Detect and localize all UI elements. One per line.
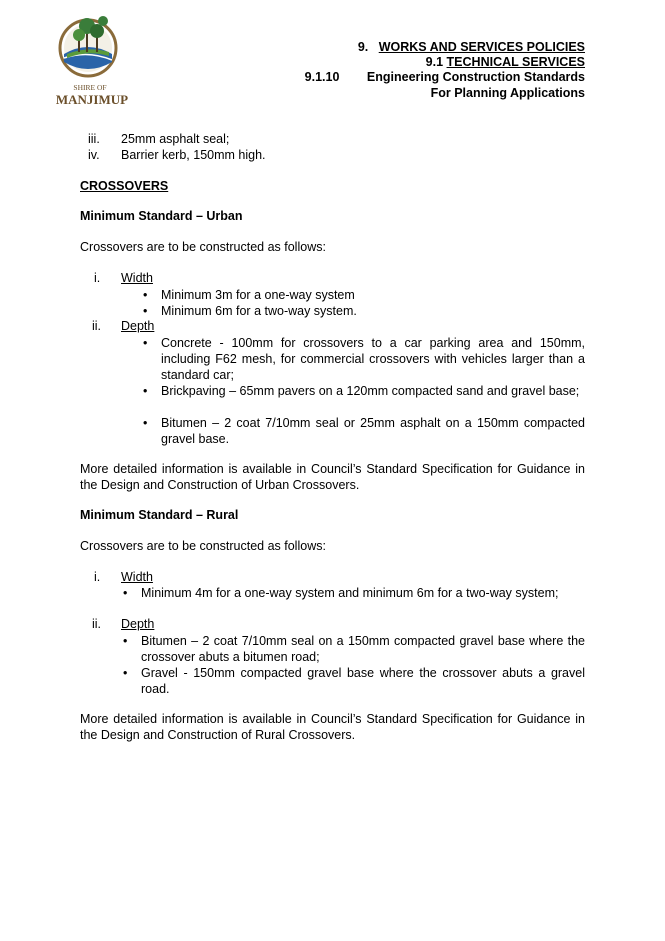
header-line-1 — [358, 40, 585, 55]
rural-heading: Minimum Standard – Rural — [80, 508, 239, 522]
bullet-item: • Brickpaving – 65mm pavers on a 120mm compacted sand and gravel base; — [161, 383, 585, 399]
list-number: ii. — [92, 617, 102, 631]
list-number: i. — [94, 570, 101, 584]
bullet-item: • Bitumen – 2 coat 7/10mm seal on a 150mm compacted gravel base where the crossover abuts a bitumen road; — [141, 633, 585, 665]
bullet-item: • Minimum 4m for a one-way system and minimum 6m for a two-way system; — [141, 586, 585, 600]
bullet-item: • Gravel - 150mm compacted gravel base where the crossover abuts a gravel road. — [141, 665, 585, 697]
list-label: Depth — [121, 319, 155, 333]
list-text: 25mm asphalt seal; — [121, 132, 230, 146]
bullet-item: • Bitumen – 2 coat 7/10mm seal or 25mm asphalt on a 150mm compacted gravel base. — [161, 415, 585, 447]
header-line-2 — [426, 55, 585, 70]
list-number: i. — [94, 271, 101, 285]
logo-text-main: MANJIMUP — [55, 92, 129, 107]
header-section-title: WORKS AND SERVICES POLICIES — [378, 40, 585, 54]
section-heading-crossovers: CROSSOVERS — [80, 179, 169, 193]
urban-heading: Minimum Standard – Urban — [80, 209, 243, 223]
header-section-number: 9. — [357, 40, 369, 54]
header-policy-title: Engineering Construction Standards — [366, 70, 585, 84]
rural-intro: Crossovers are to be constructed as follows: — [80, 539, 326, 553]
bullet-item: • Minimum 6m for a two-way system. — [161, 304, 585, 318]
header-line-4: For Planning Applications — [430, 86, 585, 100]
list-number: iv. — [88, 148, 100, 162]
bullet-item: • Concrete - 100mm for crossovers to a car parking area and 150mm, including F62 mesh, for commercial crossovers with vehicles larger than a standard car; — [161, 335, 585, 383]
header-subsection-title: TECHNICAL SERVICES — [446, 55, 585, 69]
list-label: Width — [121, 271, 153, 285]
urban-more-info: More detailed information is available in Council’s Standard Specification for Guidance in the Design and Construction of Urban Crossovers. — [80, 462, 585, 492]
header-subsection-number: 9.1 — [425, 55, 444, 69]
bullet-item: • Minimum 3m for a one-way system — [161, 288, 585, 302]
urban-intro: Crossovers are to be constructed as follows: — [80, 240, 326, 254]
list-number: iii. — [88, 132, 100, 146]
header-policy-number: 9.1.10 — [304, 70, 340, 84]
list-label: Width — [121, 570, 153, 584]
list-number: ii. — [92, 319, 102, 333]
rural-more-info: More detailed information is available in Council’s Standard Specification for Guidance in the Design and Construction of Rural Crossovers. — [80, 712, 585, 742]
header-line-3 — [305, 70, 585, 85]
list-label: Depth — [121, 617, 155, 631]
list-text: Barrier kerb, 150mm high. — [121, 148, 266, 162]
shire-of-manjimup-logo — [55, 10, 135, 110]
logo-text-top: SHIRE OF — [73, 83, 107, 92]
